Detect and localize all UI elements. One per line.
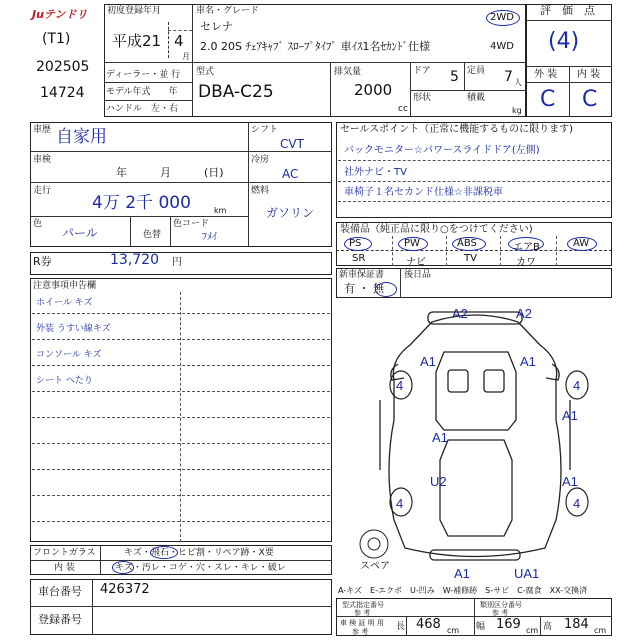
exterior-grade: C xyxy=(540,87,556,112)
chassis-label: 車台番号 xyxy=(38,585,82,598)
capacity-label: 定員 xyxy=(467,66,486,76)
interior-label: 内 装 xyxy=(577,69,601,80)
model-desig-label: 型式指定番号 xyxy=(342,601,384,609)
doors: 5 xyxy=(450,69,459,85)
model-desig-ref: 参 考 xyxy=(354,609,371,617)
first-reg-label: 初度登録年月 xyxy=(107,6,162,16)
equipment-title: 装備品（純正品に限り○をつけてください) xyxy=(340,224,533,235)
equip-sr: SR xyxy=(352,253,366,264)
shape-label: 形状 xyxy=(413,93,432,103)
class-ref: 参 考 xyxy=(492,609,509,617)
notes-title: 注意事項申告欄 xyxy=(33,281,97,291)
cert-label: 車 検 証 明 用 xyxy=(340,619,384,627)
height-label: 高 xyxy=(543,622,553,632)
note-4: シート へたり xyxy=(36,376,93,386)
usage-label: 車歴 xyxy=(33,125,52,135)
fuel-label: 燃料 xyxy=(251,186,270,196)
equip-tv: TV xyxy=(464,253,477,264)
inspection-value: 年 月 (日) xyxy=(116,166,224,179)
sales-points-title: セールスポイント（正常に機能するものに限ります) xyxy=(340,124,574,135)
equip-pw: PW xyxy=(404,238,420,249)
car-name: セレナ xyxy=(200,20,233,33)
car-name-label: 車名・グレード xyxy=(196,6,260,16)
mileage-value: 4万 2千 000 xyxy=(92,193,191,213)
interior-grade: C xyxy=(582,87,598,112)
damage-mark: A1 xyxy=(432,430,448,445)
km-unit: km xyxy=(214,206,227,215)
damage-mark: A2 xyxy=(516,306,532,321)
drive-4wd: 4WD xyxy=(490,41,514,52)
length-unit: cm xyxy=(447,626,460,635)
equip-ps: PS xyxy=(349,238,362,249)
displacement: 2000 xyxy=(354,81,393,99)
color-code: ﾌﾒｲ xyxy=(202,232,217,243)
damage-mark: UA1 xyxy=(514,566,540,581)
equip-abs: ABS xyxy=(457,238,477,249)
damage-mark: A1 xyxy=(420,354,436,369)
exterior-label: 外 装 xyxy=(534,69,558,80)
damage-mark: 4 xyxy=(396,496,404,511)
equip-aw: AW xyxy=(573,238,590,249)
recycle-unit: 円 xyxy=(172,257,182,268)
warranty-label: 新車保証書 xyxy=(339,270,385,280)
model-label: 型式 xyxy=(196,67,215,77)
class-label: 類別区分番号 xyxy=(480,601,522,609)
width-value: 169 xyxy=(496,617,521,632)
damage-mark: 4 xyxy=(396,378,404,393)
damage-mark: A1 xyxy=(454,566,470,581)
person-unit: 人 xyxy=(514,78,522,87)
recycle-label: R券 xyxy=(33,255,52,268)
lot-number: 14724 xyxy=(40,85,85,101)
cc-unit: cc xyxy=(398,104,408,114)
damage-mark: A2 xyxy=(452,306,468,321)
first-reg-month: 4 xyxy=(174,32,184,50)
ac-label: 冷房 xyxy=(251,155,270,165)
fuel-value: ガソリン xyxy=(266,206,315,220)
month-unit: 月 xyxy=(182,52,190,61)
equip-leather: カワ xyxy=(516,257,536,268)
usage-value: 自家用 xyxy=(56,127,107,147)
color-value: パール xyxy=(62,226,98,240)
damage-mark: 4 xyxy=(573,496,581,511)
damage-mark: U2 xyxy=(430,474,447,489)
height-value: 184 xyxy=(564,617,589,632)
sales-point-3: 車椅子１名セカンド仕様☆非課税車 xyxy=(344,187,503,198)
drive-2wd: 2WD xyxy=(490,12,514,23)
height-unit: cm xyxy=(594,626,607,635)
interior-cond-label: 内 装 xyxy=(54,563,75,573)
windshield-value: キズ・飛石・ヒビ割・リペア跡・X要 xyxy=(124,548,274,558)
cert-ref: 参 考 xyxy=(352,628,369,636)
inspection-label: 車検 xyxy=(33,155,52,165)
dealer-label: ディーラー・並 行 xyxy=(106,70,181,80)
capacity: 7 xyxy=(504,69,513,85)
length-label: 長 xyxy=(396,622,406,632)
note-1: ホイール キズ xyxy=(36,298,93,308)
warranty-value: 有 ・ 無 xyxy=(344,282,384,295)
color-code-label: 色コード xyxy=(173,219,210,229)
warranty-later-label: 後日品 xyxy=(404,270,432,280)
model: DBA-C25 xyxy=(198,82,274,102)
grade: 2.0 20S ﾁｪｱｷｬﾌﾞ ｽﾛｰﾌﾟﾀｲﾌﾟ 車ｲｽ1名ｾｶﾝﾄﾞ仕様 xyxy=(200,40,430,53)
note-2: 外装 うすい線キズ xyxy=(36,324,111,334)
chassis-value: 426372 xyxy=(100,582,150,597)
auction-date: 202505 xyxy=(36,59,90,75)
shift-label: シフト xyxy=(251,125,279,135)
kg-unit: kg xyxy=(512,106,522,115)
first-reg-era: 平成21 xyxy=(112,32,162,50)
note-3: コンソール キズ xyxy=(36,350,102,360)
logo-text: Juテンドリ xyxy=(32,8,88,21)
load-label: 積載 xyxy=(467,93,486,103)
handle-label: ハンドル 左・右 xyxy=(106,104,179,114)
shift-value: CVT xyxy=(280,137,304,151)
damage-mark: A1 xyxy=(562,408,578,423)
damage-legend: A-キズ E-エクボ U-凹み W-補修跡 S-サビ C-腐食 XX-交換済 xyxy=(338,586,588,595)
damage-mark: A1 xyxy=(520,354,536,369)
sales-point-1: バックモニター☆パワースライドドア(左側) xyxy=(344,145,540,156)
windshield-label: フロントガラス xyxy=(33,548,96,558)
doors-label: ドア xyxy=(413,66,431,76)
equip-airbag: エアB xyxy=(513,242,540,253)
lot-code: (T1) xyxy=(42,31,71,47)
color-change-label: 色替 xyxy=(143,230,162,240)
ac-value: AC xyxy=(282,167,299,181)
score-label: 評 価 点 xyxy=(540,4,595,17)
damage-mark: A1 xyxy=(562,474,578,489)
displacement-label: 排気量 xyxy=(334,67,362,77)
registration-label: 登録番号 xyxy=(38,613,82,626)
score: (4) xyxy=(548,29,580,54)
width-unit: cm xyxy=(526,626,539,635)
damage-mark: 4 xyxy=(573,378,581,393)
length-value: 468 xyxy=(416,617,441,632)
mileage-label: 走行 xyxy=(33,186,52,196)
tire-outlines xyxy=(390,371,588,516)
recycle-value: 13,720 xyxy=(110,252,159,268)
interior-cond-value: キズ・汚レ・コゲ・穴・スレ・キレ・破レ xyxy=(115,563,286,573)
width-label: 幅 xyxy=(476,622,486,632)
model-year-label: モデル年式 年 xyxy=(106,87,178,97)
sales-point-2: 社外ナビ・TV xyxy=(344,167,407,178)
equip-navi: ナビ xyxy=(406,257,426,268)
color-label: 色 xyxy=(33,219,43,229)
spare-label: スペア xyxy=(360,561,390,572)
